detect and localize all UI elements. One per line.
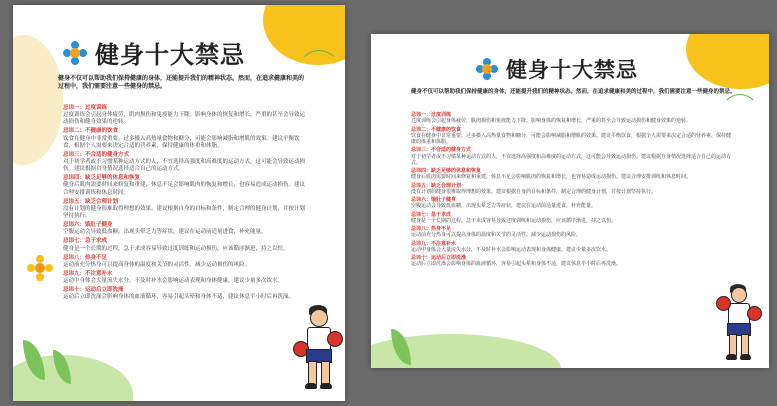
rule-item [63, 175, 308, 196]
rule-item [63, 287, 308, 301]
rule-body: 饮食在健身中非常重要。过多摄入高热量食物和糖分，可能会影响减脂和增肌的效果。建议平衡饮食，根据个人需要来决定合适的营养素，保持健康的体重和体脂。 [63, 135, 300, 149]
rule-item [411, 226, 731, 239]
poster-left [13, 5, 345, 401]
rule-body: 健身是一个长期的过程，急于求成容易导致过度训练和运动损伤，应该循序渐进，持之以恒。 [63, 245, 289, 252]
rule-item [411, 212, 731, 225]
rule-heading: 忌讳九：不注意补水 [63, 270, 113, 277]
cream-blob-decoration [13, 35, 63, 165]
rule-heading: 忌讳二：不健康的饮食 [411, 126, 462, 133]
rule-item [63, 199, 308, 220]
rules-list [63, 105, 308, 304]
rule-body: 健身后肌肉需要时间来修复和重建，休息不足会影响肌肉的恢复和增长，也容易造成运动损伤。建议合理安排训练和休息时间。 [63, 182, 306, 196]
rule-body: 运动前充分热身可以提高身体的温度和关节的灵活性，减少运动损伤的风险。 [63, 261, 251, 268]
rule-item [411, 112, 731, 125]
intro-text: 健身不仅可以帮助我们保持健康的身体，还能提升我们的精神状态。然而，在追求健康和美的过程中，我们需要注意一些健身的禁忌。 [411, 89, 736, 95]
rule-heading: 忌讳一：过度训练 [63, 105, 108, 111]
boxer-illustration [293, 305, 343, 395]
rules-list [411, 112, 731, 270]
rule-heading: 忌讳八：热身不足 [63, 254, 108, 261]
rule-item [63, 222, 308, 236]
rule-heading: 忌讳七：急于求成 [411, 211, 452, 218]
rule-body: 空腹运动会导致低血糖，出现头晕乏力等症状，建议在运动前适量进食，补充能量。 [411, 203, 597, 210]
title-row [63, 35, 245, 70]
rule-item [411, 183, 731, 196]
rule-body: 运动前充分热身可以提高身体的温度和关节的灵活性，减少运动损伤的风险。 [411, 232, 582, 239]
rule-heading: 忌讳四：缺乏足够的休息和恢复 [63, 175, 141, 182]
rule-item [411, 255, 731, 268]
rule-body: 过度训练会引起身体疲劳，肌肉损伤和免疫能力下降。影响身体的恢复和增长，严重的甚至会导致运动损伤和健身效果的逆转。 [63, 112, 306, 126]
rule-body: 健身是一个长期的过程，急于求成容易导致过度训练和运动损伤，应该循序渐进，持之以恒。 [411, 217, 617, 224]
rule-heading: 忌讳一：过度训练 [411, 112, 452, 118]
boxer-illustration [716, 284, 761, 364]
rule-item [63, 105, 308, 126]
rule-item [63, 128, 308, 149]
sunflower-icon [27, 255, 53, 281]
poster-title: 健身十大禁忌 [95, 41, 245, 69]
poster-title: 健身十大禁忌 [506, 58, 638, 82]
rule-heading: 忌讳十：运动后立即洗澡 [63, 287, 124, 294]
rule-heading: 忌讳三：不合适的健身方式 [411, 147, 472, 154]
rule-body: 运动后立即洗澡会影响身体的血液循环，容易引起头晕和身体不适，建议休息半小时后再洗澡。 [411, 261, 622, 268]
rule-body: 运动中身体会大量流失水分，不及时补水会影响运动表现和身体健康，建议少量多次饮水。 [63, 278, 284, 285]
rule-body: 健身后肌肉需要时间来修复和重建，休息不足会影响肌肉的恢复和增长，也容易造成运动损伤。建议合理安排训练和休息时间。 [411, 174, 692, 181]
rule-heading: 忌讳七：急于求成 [63, 238, 108, 245]
rule-heading: 忌讳十：运动后立即洗澡 [411, 255, 467, 261]
rule-body: 没有计划的健身很难取得理想的效果。建议根据自身的目标和条件，制定合理的健身计划，并按计划坚持执行。 [411, 188, 657, 195]
rule-heading: 忌讳三：不合适的健身方式 [63, 151, 130, 158]
rule-heading: 忌讳二：不健康的饮食 [63, 128, 119, 135]
yellow-blob-decoration [686, 34, 769, 89]
poster-right [371, 34, 769, 368]
rule-heading: 忌讳六：饿肚子健身 [63, 222, 113, 229]
rule-item [63, 152, 308, 173]
rule-item [411, 127, 731, 146]
rule-body: 运动后立即洗澡会影响身体的血液循环，容易引起头晕和身体不适，建议休息半小时后再洗澡。 [63, 294, 295, 301]
rule-body: 运动中身体会大量流失水分，不及时补水会影响运动表现和身体健康，建议少量多次饮水。 [411, 246, 612, 253]
rule-body: 对于初学者或不习惯某种运动方式的人，不宜选择高强度和高难度的运动方式，这可能会导致运动损伤。建议根据自身情况选择适合自己的运动方式。 [63, 158, 306, 173]
flower-logo-icon [476, 58, 498, 80]
rule-item [411, 168, 731, 181]
rule-item [63, 271, 308, 285]
rule-heading: 忌讳五：缺乏合理计划 [411, 182, 462, 189]
rule-item [411, 241, 731, 254]
rule-item [411, 197, 731, 210]
rule-item [63, 238, 308, 252]
rule-heading: 忌讳八：热身不足 [411, 226, 452, 232]
rule-body: 对于初学者或不习惯某种运动方式的人，不宜选择高强度和高难度的运动方式，这可能会导致运动损伤。建议根据自身情况选择适合自己的运动方式。 [411, 153, 732, 166]
rule-body: 空腹运动会导致低血糖，出现头晕乏力等症状，建议在运动前适量进食，补充能量。 [63, 229, 267, 236]
flower-logo-icon [63, 41, 87, 65]
rule-heading: 忌讳四：缺乏足够的休息和恢复 [411, 168, 482, 174]
rule-body: 饮食在健身中非常重要。过多摄入高热量食物和糖分，可能会影响减脂和增肌的效果。建议平衡饮食，根据个人需要来决定合适的营养素，保持健康的体重和体脂。 [411, 132, 732, 145]
rule-heading: 忌讳五：缺乏合理计划 [63, 198, 119, 205]
rule-body: 没有计划的健身很难取得理想的效果。建议根据自身的目标和条件，制定合理的健身计划，并按计划坚持执行。 [63, 205, 306, 219]
intro-text: 健身不仅可以帮助我们保持健康的身体，还能提升我们的精神状态。然而，在追求健康和美的过程中，我们需要注意一些健身的禁忌。 [58, 75, 305, 91]
rule-item [411, 147, 731, 166]
rule-item [63, 255, 308, 269]
title-row [476, 54, 638, 84]
rule-heading: 忌讳六：饿肚子健身 [411, 197, 457, 203]
rule-heading: 忌讳九：不注意补水 [411, 240, 457, 247]
rule-body: 过度训练会引起身体疲劳，肌肉损伤和免疫能力下降。影响身体的恢复和增长，严重的甚至会导致运动损伤和健身效果的逆转。 [411, 118, 692, 125]
